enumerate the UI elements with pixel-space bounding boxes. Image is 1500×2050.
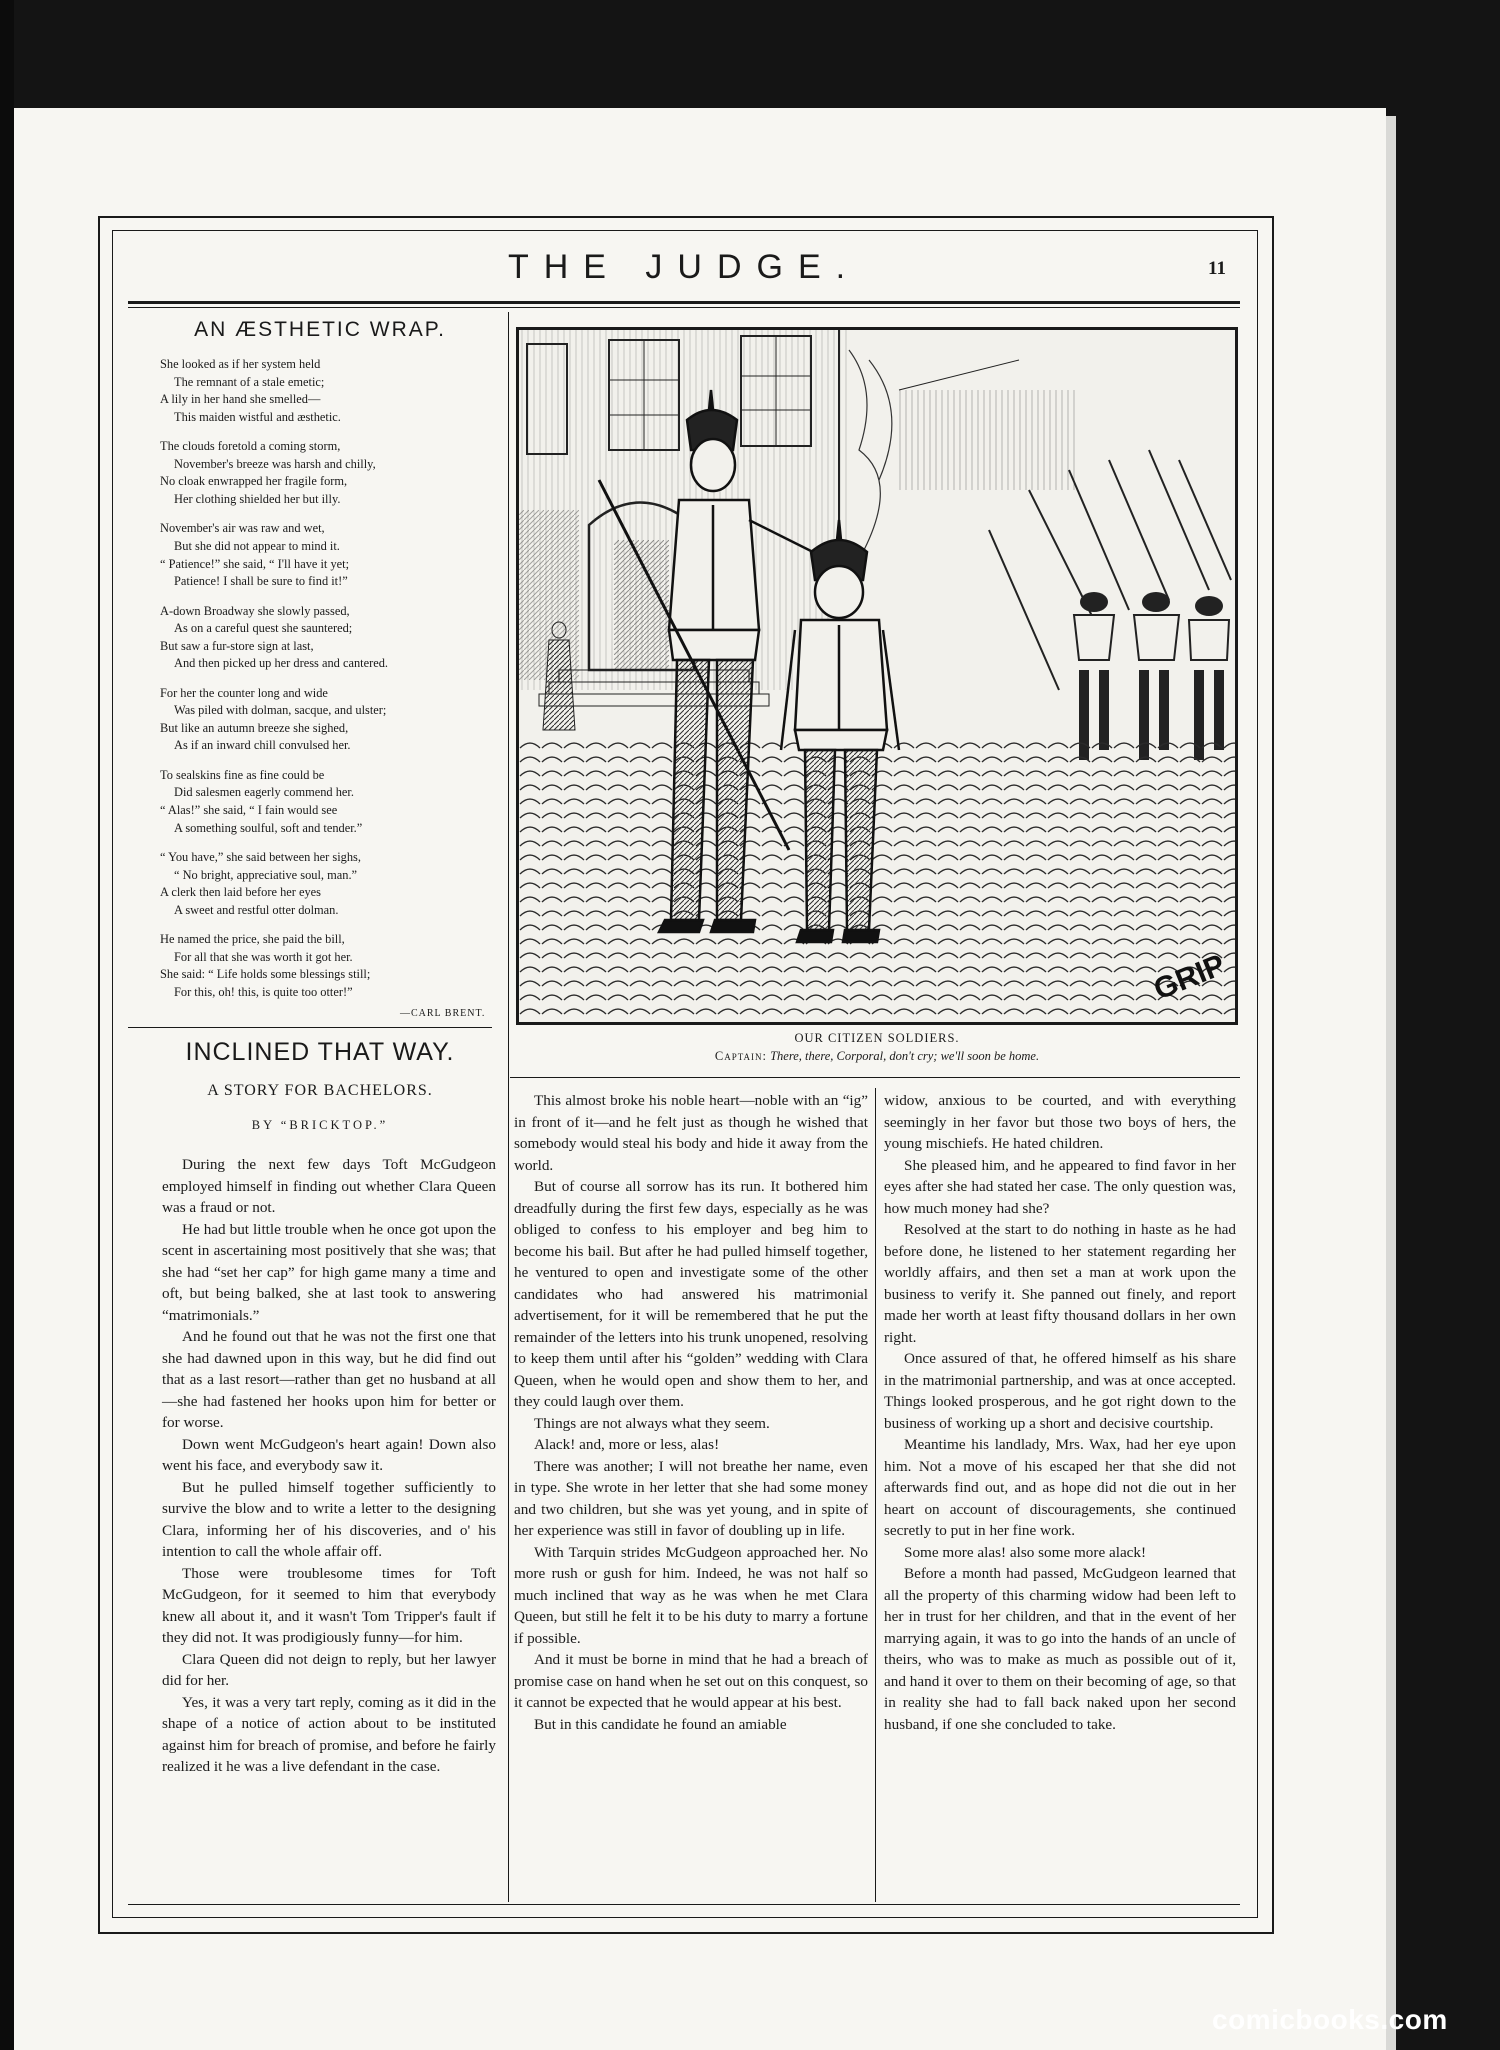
- cartoon-drawing: [519, 330, 1235, 1022]
- story-paragraph: Alack! and, more or less, alas!: [534, 1436, 720, 1453]
- poem-line: A-down Broadway she slowly passed,: [160, 603, 350, 618]
- poem-line: A sweet and restful otter dolman.: [174, 902, 339, 917]
- poem-line: Patience! I shall be sure to find it!”: [174, 574, 348, 589]
- poem-line: Did salesmen eagerly commend her.: [174, 785, 354, 800]
- story-paragraph: And he found out that he was not the first one that she had dawned upon in this way, but he did find out that as a last resort—rather than get no husband at all—she had fastened her hooks upon him for better or for worse.: [162, 1328, 496, 1431]
- story-column-3: [884, 1090, 1236, 1735]
- story-paragraph: Once assured of that, he offered himself as his share in the matrimonial partnership, and was at once accepted. Things looked prosperous, and he got right down to the business of working up a short and decisive courtship.: [884, 1350, 1236, 1432]
- page-number: 11: [1208, 258, 1226, 279]
- poem-line: No cloak enwrapped her fragile form,: [160, 474, 348, 489]
- story-paragraph: Clara Queen did not deign to reply, but her lawyer did for her.: [162, 1650, 496, 1689]
- poem-author: —CARL BRENT.: [400, 1008, 486, 1019]
- poem-title: AN ÆSTHETIC WRAP.: [194, 318, 446, 341]
- poem-line: The remnant of a stale emetic;: [174, 374, 325, 389]
- cartoon-illustration: [516, 327, 1238, 1025]
- poem-line: He named the price, she paid the bill,: [160, 932, 345, 947]
- story-paragraph: Yes, it was a very tart reply, coming as it did in the shape of a notice of action about to be instituted against him for breach of promise, and before he fairly realized it he was a live defendant in the case.: [162, 1693, 496, 1775]
- poem-stanza: [160, 356, 500, 426]
- section-rule: [128, 1027, 492, 1028]
- poem-body: [160, 356, 500, 1013]
- story-paragraph: Things are not always what they seem.: [534, 1414, 770, 1432]
- poem-line: “ Alas!” she said, “ I fain would see: [160, 803, 338, 818]
- artist-signature: GRIP: [1149, 948, 1230, 1007]
- story-paragraph: This almost broke his noble heart—noble with an “ig” in front of it—and he felt just as though he wished that somebody would steal his body and hide it away from the world.: [514, 1092, 868, 1174]
- story-paragraph: She pleased him, and he appeared to find favor in her eyes after she had stated her case. The only question was, how much money had she?: [884, 1156, 1236, 1217]
- poem-line: This maiden wistful and æsthetic.: [174, 409, 341, 424]
- column-rule: [875, 1088, 876, 1902]
- story-paragraph: Meantime his landlady, Mrs. Wax, had her eye upon him. Not a move of his escaped her that she did not afterwards find out, and as hope did not die out in her heart on account of discouragements, she continued secretly to put in her fine work.: [884, 1436, 1236, 1539]
- poem-line: November's breeze was harsh and chilly,: [174, 456, 376, 471]
- poem-line: As if an inward chill convulsed her.: [174, 738, 351, 753]
- bottom-rule: [128, 1904, 1240, 1905]
- poem-line: And then picked up her dress and cantered.: [174, 656, 389, 671]
- poem-line: “ You have,” she said between her sighs,: [160, 850, 361, 865]
- masthead-title: THE JUDGE.: [507, 248, 861, 286]
- story-paragraph: And it must be borne in mind that he had a breach of promise case on hand when he set out on this conquest, so it cannot be expected that he would appear at his best.: [514, 1651, 868, 1711]
- column-rule: [508, 312, 509, 1902]
- story-paragraph: Down went McGudgeon's heart again! Down also went his face, and everybody saw it.: [162, 1435, 496, 1474]
- poem-stanza: [160, 438, 500, 508]
- poem-line: “ No bright, appreciative soul, man.”: [174, 867, 358, 882]
- poem-line: “ Patience!” she said, “ I'll have it yet;: [160, 556, 350, 571]
- poem-line: A something soulful, soft and tender.”: [174, 820, 363, 835]
- story-paragraph: Resolved at the start to do nothing in haste as he had before done, he listened to her statement regarding her worldly affairs, and then set a man at work upon the business to verify it. She panned out finely, and report made her worth at least fifty thousand dollars in her own right.: [884, 1221, 1236, 1346]
- story-byline: BY “BRICKTOP.”: [251, 1118, 389, 1132]
- story-title: INCLINED THAT WAY.: [185, 1038, 455, 1066]
- poem-stanza: [160, 849, 500, 919]
- page-edge: [1386, 116, 1396, 2050]
- poem-line: A clerk then laid before her eyes: [160, 885, 322, 900]
- story-paragraph: During the next few days Toft McGudgeon employed himself in finding out whether Clara Queen was a fraud or not.: [162, 1156, 496, 1216]
- story-paragraph: But of course all sorrow has its run. It bothered him dreadfully during the first few days, especially as he was obliged to confess to his employer and beg him to become his bail. But after he had pulled himself together, he ventured to open and investigate some of the other candidates who had answered his matrimonial advertisement, for it will be remembered that he put the remainder of the letters into his trunk unopened, resolving to keep them until after his “golden” wedding with Clara Queen, when he would open and show them to her, and they could laugh over them.: [514, 1178, 868, 1410]
- poem-line: To sealskins fine as fine could be: [160, 767, 325, 782]
- masthead-rule: [128, 301, 1240, 304]
- poem-line: As on a careful quest she sauntered;: [174, 621, 353, 636]
- story-paragraph: widow, anxious to be courted, and with everything seemingly in her favor but those two boys of hers, the young mischiefs. He hated children.: [884, 1092, 1236, 1152]
- poem-line: For her the counter long and wide: [160, 685, 328, 700]
- scan-border: [0, 0, 14, 2050]
- poem-line: For this, oh! this, is quite too otter!”: [174, 984, 353, 999]
- poem-stanza: [160, 603, 500, 673]
- cartoon-caption-title: OUR CITIZEN SOLDIERS.: [794, 1031, 960, 1045]
- poem-line: But like an autumn breeze she sighed,: [160, 720, 349, 735]
- poem-line: A lily in her hand she smelled—: [160, 392, 321, 407]
- poem-line: Her clothing shielded her but illy.: [174, 491, 341, 506]
- story-subtitle: A STORY FOR BACHELORS.: [207, 1082, 433, 1099]
- section-rule: [510, 1077, 1240, 1078]
- caption-speaker: Captain:: [714, 1049, 767, 1063]
- cartoon-caption: [516, 1049, 1238, 1064]
- poem-line: But she did not appear to mind it.: [174, 538, 340, 553]
- story-paragraph: With Tarquin strides McGudgeon approached her. No more rush or gush for him. Indeed, he was not half so much inclined that way as he was when he met Clara Queen, but still he felt it to be his duty to marry a fortune if possible.: [514, 1543, 868, 1647]
- poem-stanza: [160, 767, 500, 837]
- poem-stanza: [160, 685, 500, 755]
- story-paragraph: Before a month had passed, McGudgeon learned that all the property of this charming widow had been left to her in trust for her children, and that in the event of her marrying again, it was to go into the hands of an uncle of theirs, who was to make as much as possible out of it, and hand it over to them on their becoming of age, so that in reality she had to fall back naked upon her second husband, if one she concluded to take.: [884, 1565, 1236, 1733]
- poem-line: But saw a fur-store sign at last,: [160, 638, 314, 653]
- poem-line: For all that she was worth it got her.: [174, 949, 353, 964]
- poem-line: Was piled with dolman, sacque, and ulster;: [174, 703, 387, 718]
- story-column-2: [514, 1090, 868, 1735]
- caption-quote: There, there, Corporal, don't cry; we'll soon be home.: [770, 1049, 1040, 1063]
- poem-line: She looked as if her system held: [160, 357, 321, 371]
- story-paragraph: There was another; I will not breathe her name, even in type. She wrote in her letter that she had some money and two children, but she was yet young, and in spite of her experience was still in favor of doubling up in life.: [514, 1457, 868, 1539]
- poem-line: November's air was raw and wet,: [160, 521, 325, 536]
- poem-stanza: [160, 931, 500, 1001]
- poem-line: She said: “ Life holds some blessings still;: [160, 967, 371, 982]
- story-column-1: [162, 1154, 496, 1778]
- story-paragraph: Those were troublesome times for Toft McGudgeon, for it seemed to him that everybody knew all about it, and it wasn't Tom Tripper's fault if they did not. It was prodigiously funny—for him.: [162, 1564, 496, 1646]
- watermark-credit: comicbooks.com: [1212, 2004, 1448, 2035]
- poem-line: The clouds foretold a coming storm,: [160, 439, 341, 454]
- story-paragraph: But he pulled himself together sufficiently to survive the blow and to write a letter to the designing Clara, informing her of his discoveries, and o' his intention to call the whole affair off.: [162, 1478, 496, 1560]
- masthead-rule-thin: [128, 307, 1240, 308]
- story-paragraph: He had but little trouble when he once got upon the scent in ascertaining most positively that she was; that she had “set her cap” for high game many a time and oft, but being balked, she at last took to answering “matrimonials.”: [162, 1220, 496, 1324]
- story-paragraph: Some more alas! also some more alack!: [904, 1543, 1147, 1561]
- poem-stanza: [160, 520, 500, 590]
- story-paragraph: But in this candidate he found an amiable: [534, 1715, 787, 1733]
